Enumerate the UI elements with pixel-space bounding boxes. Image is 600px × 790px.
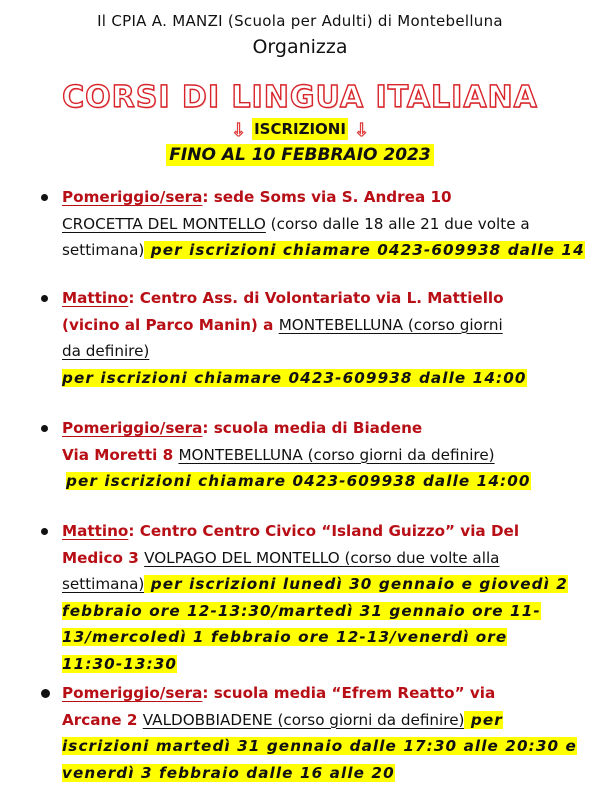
course-place: : scuola media “Efrem Reatto” via <box>202 684 496 702</box>
course-place: (vicino al Parco Manin) a <box>62 315 279 334</box>
course-item <box>62 518 582 677</box>
course-time: Pomeriggio/sera <box>62 419 203 437</box>
arrow-down-icon: ↓ <box>353 120 370 141</box>
course-city: VOLPAGO DEL MONTELLO (corso due volte alla <box>144 548 500 567</box>
course-registration-info: 13/mercoledì 1 febbraio ore 12-13/venerdì ore <box>62 628 508 646</box>
course-item <box>62 680 582 786</box>
course-item <box>62 285 582 391</box>
course-note: settimana) <box>62 241 145 259</box>
course-registration-info: iscrizioni martedì 31 gennaio dalle 17:30 alle 20:30 e <box>62 737 577 755</box>
course-item <box>62 184 585 264</box>
course-note: (corso dalle 18 alle 21 due volte a <box>265 214 530 233</box>
subtitle: Organizza <box>252 36 348 58</box>
bullet-icon <box>41 689 50 698</box>
page-title: CORSI DI LINGUA ITALIANA <box>62 80 538 115</box>
course-place: : scuola media di Biadene <box>202 419 423 437</box>
course-registration-info: febbraio ore 12-13:30/martedì 31 gennaio ore 11- <box>62 601 541 620</box>
deadline-text: FINO AL 10 FEBBRAIO 2023 <box>166 144 433 166</box>
course-place: : Centro Centro Civico “Island Guizzo” via Del <box>128 522 520 540</box>
course-registration-info: per <box>464 710 503 729</box>
course-registration-info: per iscrizioni lunedì 30 gennaio e giovedì 2 <box>144 575 568 593</box>
course-registration-info: per iscrizioni chiamare 0423-609938 dalle 14 <box>144 241 585 259</box>
course-city: VALDOBBIADENE (corso giorni da definire) <box>142 710 465 729</box>
course-city: da definire) <box>62 342 150 360</box>
arrow-down-icon: ↓ <box>230 120 247 141</box>
course-city: settimana) <box>62 575 145 593</box>
course-registration-info: venerdì 3 febbraio dalle 16 alle 20 <box>62 763 395 782</box>
course-registration-info: per iscrizioni chiamare 0423-609938 dalle 14:00 <box>66 472 531 490</box>
course-time: Mattino <box>62 522 129 540</box>
course-registration-info: per iscrizioni chiamare 0423-609938 dalle 14:00 <box>62 368 527 387</box>
course-registration-info: 11:30-13:30 <box>62 654 178 673</box>
course-time: Pomeriggio/sera <box>62 188 203 206</box>
course-place: Arcane 2 <box>62 710 143 729</box>
course-city: MONTEBELLUNA (corso giorni da definire) <box>178 445 495 464</box>
bullet-icon <box>41 194 48 201</box>
bullet-icon <box>41 425 48 432</box>
course-item <box>62 415 582 495</box>
registrations-banner <box>0 120 600 141</box>
organizer-line: Il CPIA A. MANZI (Scuola per Adulti) di Montebelluna <box>97 12 503 30</box>
bullet-icon <box>41 528 48 535</box>
course-place: Via Moretti 8 <box>62 445 179 464</box>
registrations-label: ISCRIZIONI <box>254 120 346 138</box>
deadline <box>0 145 600 165</box>
course-place: Medico 3 <box>62 548 145 567</box>
course-place: : sede Soms via S. Andrea 10 <box>202 188 452 206</box>
course-place: : Centro Ass. di Volontariato via L. Mattiello <box>128 289 504 307</box>
course-city: CROCETTA DEL MONTELLO <box>62 214 266 233</box>
course-city: MONTEBELLUNA (corso giorni <box>278 315 503 334</box>
bullet-icon <box>41 295 48 302</box>
course-time: Mattino <box>62 289 129 307</box>
course-time: Pomeriggio/sera <box>62 684 203 702</box>
